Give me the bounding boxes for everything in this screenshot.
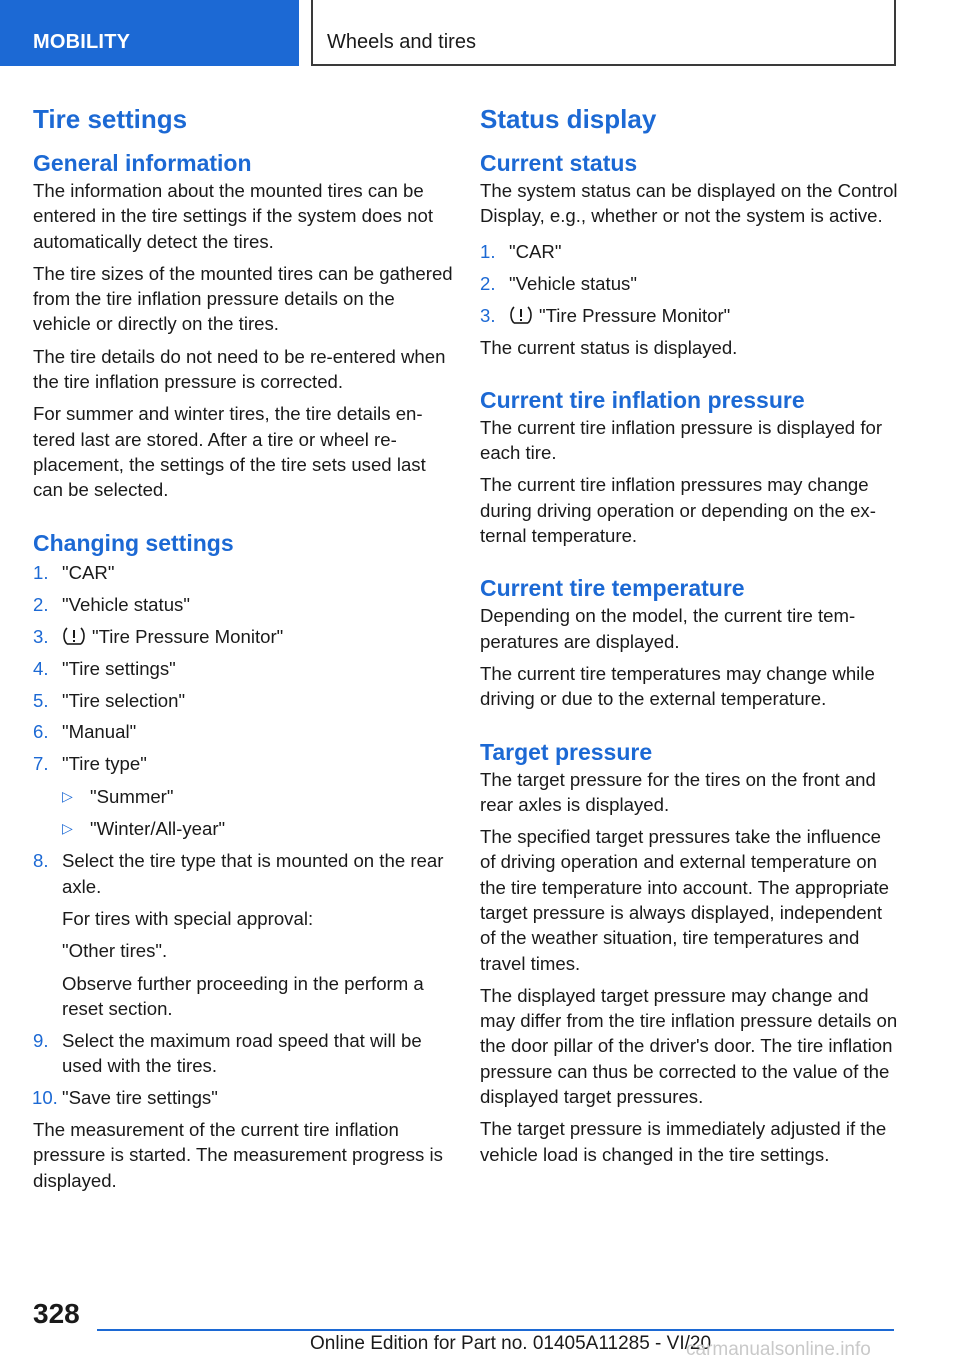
list-item [33,751,453,841]
tire-pressure-warning-icon [509,305,533,325]
step-text: "Tire Pressure Monitor" [539,304,731,326]
step-number: 3. [480,304,496,326]
step-number: 3. [33,625,49,647]
list-item [33,624,453,649]
left-column [33,100,453,1200]
step-number: 8. [33,850,49,872]
step-text: "Tire selection" [62,689,186,711]
list-item [33,719,453,744]
step-number: 4. [33,657,49,679]
step-number: 1. [33,561,49,583]
step-text: "CAR" [62,561,115,583]
watermark: carmanualsonline.info [686,1339,871,1360]
paragraph: The current tire inflation pressures may change during driving operation or depending on the external temperature. [480,474,876,547]
step-number: 10. [32,1087,58,1109]
step-number: 7. [33,753,49,775]
page-number: 328 [33,1298,80,1329]
step-number: 5. [33,689,49,711]
paragraph: The current tire temperatures may change while driving or due to the external temperature. [480,662,875,710]
paragraph: The target pressure for the tires on the front and rear axles is displayed. [480,768,876,815]
list-item [480,239,900,264]
list-item [33,688,453,713]
step-number: 1. [480,240,496,262]
option-text: "Summer" [90,785,174,807]
changing-settings-steps [33,560,453,1111]
step-number: 9. [33,1029,49,1051]
edition-text: Online Edition for Part no. 01405A11285 - VI/20 [310,1333,712,1354]
paragraph: The information about the mounted tires can be entered in the tire settings if the system does not automatically detect the tires. [33,180,433,252]
list-item [62,784,453,809]
list-item [33,656,453,681]
step-text: "Save tire settings" [62,1087,218,1109]
triangle-right-icon: ▷ [62,820,73,837]
step-number: 2. [33,593,49,615]
footer-divider [97,1329,894,1331]
step-text: Select the maximum road speed that will be used with the tires. [62,1029,422,1077]
chapter-label: Wheels and tires [327,31,476,53]
step-text: "Manual" [62,721,137,743]
tire-settings-title: Tire settings [33,104,188,134]
list-item [33,1028,453,1079]
changing-settings-heading: Changing settings [33,529,234,556]
paragraph: The tire details do not need to be re‑entered when the tire inflation pressure is corrected. [33,345,446,393]
paragraph: For summer and winter tires, the tire details entered last are stored. After a tire or wheel replacement, the settings of the tire sets used last can be selected. [33,403,426,501]
option-text: "Winter/All-year" [90,818,226,840]
current-status-heading: Current status [480,150,638,176]
step-text: Select the tire type that is mounted on the rear axle. [62,850,444,897]
paragraph: The specified target pressures take the influence of driving operation and external temperature on the tire temperature into account. The appropriate target pressure is always displayed, independent of the weather situation, tire temperatures and travel times. [480,826,889,974]
step-text: "Vehicle status" [62,593,190,615]
step-text: "Tire type" [62,753,147,775]
right-column [480,100,900,1174]
current-status-steps [480,239,900,328]
paragraph: The system status can be displayed on the Control Display, e.g., whether or not the system is active. [480,180,898,227]
list-item [62,816,453,841]
triangle-right-icon: ▷ [62,787,73,804]
paragraph: The target pressure is immediately adjusted if the vehicle load is changed in the tire settings. [480,1118,887,1165]
tire-pressure-warning-icon [62,626,86,646]
step-note: "Other tires". [62,940,168,962]
step-text: "Vehicle status" [509,272,637,294]
step-text: "Tire settings" [62,657,176,679]
list-item [480,271,900,296]
status-display-title: Status display [480,104,657,134]
current-tire-temperature-heading: Current tire temperature [480,575,745,602]
general-information-heading: General information [33,150,252,176]
step-text: "Tire Pressure Monitor" [92,625,284,647]
current-tire-inflation-pressure-heading: Current tire inflation pressure [480,386,805,413]
paragraph: The current status is displayed. [480,336,738,358]
paragraph: The tire sizes of the mounted tires can be gathered from the tire inflation pressure details on the vehicle or directly on the tires. [33,262,453,335]
step-note: For tires with special approval: [62,907,314,929]
step-text: "CAR" [509,240,562,262]
list-item [33,1085,453,1110]
list-item [33,848,453,1021]
list-item [480,303,900,328]
paragraph: The current tire inflation pressure is displayed for each tire. [480,416,883,464]
list-item [33,560,453,585]
section-tab [0,0,299,66]
paragraph: The displayed target pressure may change and may differ from the tire inflation pressure details on the door pillar of the driver's door. The tire inflation pressure can thus be corrected to the value of the displayed target pressures. [480,984,898,1108]
section-label: MOBILITY [33,31,131,53]
step-number: 6. [33,721,49,743]
list-item [33,592,453,617]
step-note: Observe further proceeding in the perform a reset section. [62,972,424,1019]
page-header [0,0,960,66]
target-pressure-heading: Target pressure [480,738,653,765]
paragraph: Depending on the model, the current tire temperatures are displayed. [480,605,856,652]
tire-type-options [62,784,453,842]
step-number: 2. [480,272,496,294]
chapter-tab [311,0,896,66]
paragraph: The measurement of the current tire inflation pressure is started. The measurement progress is displayed. [33,1119,443,1191]
